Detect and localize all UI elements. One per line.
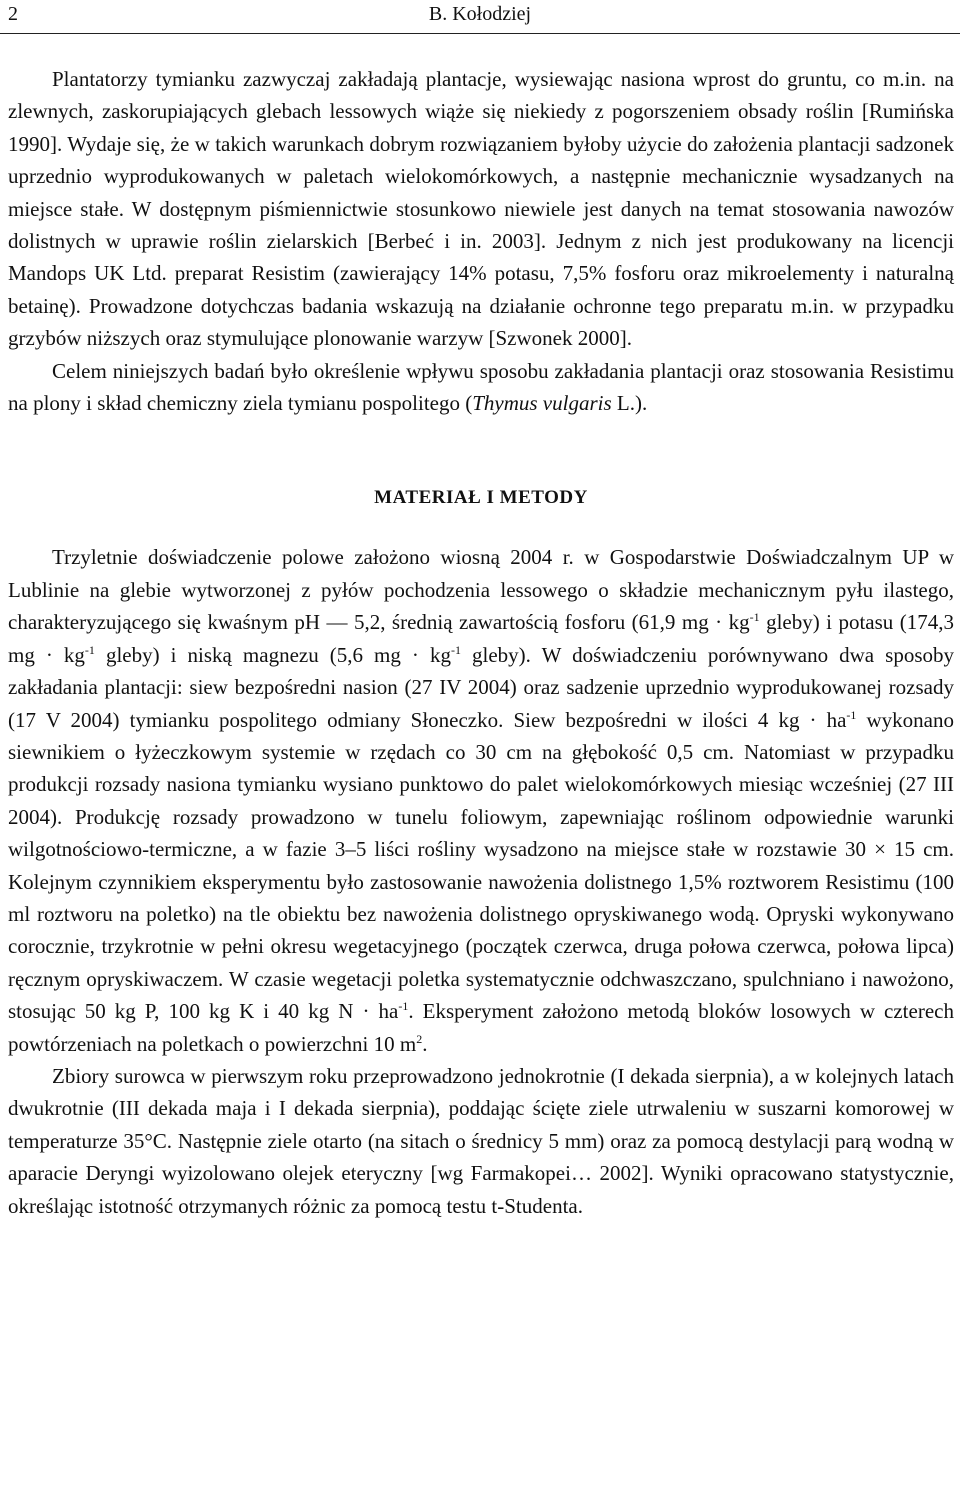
superscript: -1 <box>749 610 760 625</box>
methods-paragraph-2: Zbiory surowca w pierwszym roku przeprowadzono jednokrotnie (I dekada sierpnia), a w kolejnych latach dwukrotnie (III dekada maja i I dekada sierpnia), poddając ścięte ziele utrwaleniu w suszarni komorowej w temperaturze 35°C. Następnie ziele otarto (na sitach o średnicy 5 mm) oraz za pomocą destylacji parą wodną w aparacie Deryngi wyizolowano olejek eteryczny [wg Farmakopei… 2002]. Wyniki opracowano statystycznie, określając istotność otrzymanych różnic za pomocą testu t-Studenta. <box>8 1063 954 1218</box>
methods-text: . Eksperyment założono metodą bloków losowych w czterech powtórzeniach na poletkach o powierzchni 10 m <box>8 999 954 1056</box>
methods-paragraph-1 <box>8 541 954 1060</box>
methods-text: Trzyletnie doświadczenie polowe założono wiosną 2004 r. w Gospodarstwie Doświadczalnym UP w Lublinie na glebie wytworzonej z pyłów pochodzenia lessowego o składzie mechanicznym pyłu ilastego, charakteryzującego się kwaśnym pH — 5,2, średnią zawartością fosforu (61,9 mg · kg <box>8 545 954 635</box>
page-header <box>0 0 960 34</box>
methods-text: gleby) i potasu (174,3 mg · kg <box>8 610 954 667</box>
superscript: -1 <box>846 707 857 722</box>
running-head: B. Kołodziej <box>428 3 532 25</box>
article-body <box>8 63 954 1222</box>
intro-paragraph-2-tail: L.). <box>611 391 648 416</box>
intro-paragraph-1: Plantatorzy tymianku zazwyczaj zakładają plantacje, wysiewając nasiona wprost do gruntu, co m.in. na zlewnych, zaskorupiających glebach lessowych wiąże się niekiedy z pogorszeniem obsady roślin [Rumińska 1990]. Wydaje się, że w takich warunkach dobrym rozwiązaniem byłoby użycie do założenia plantacji sadzonek uprzednio wyprodukowanych w paletach wielokomórkowych, a następnie mechanicznie wysadzanych na miejsce stałe. W dostępnym piśmiennictwie stosunkowo niewiele jest danych na temat stosowania nawozów dolistnych w uprawie roślin zielarskich [Berbeć i in. 2003]. Jednym z nich jest produkowany na licencji Mandops UK Ltd. preparat Resistim (zawierający 14% potasu, 7,5% fosforu oraz mikroelementy i naturalną betainę). Prowadzone dotychczas badania wskazują na działanie ochronne tego preparatu m.in. w przypadku grzybów niższych oraz stymulujące plonowanie warzyw [Szwonek 2000]. <box>8 67 954 351</box>
methods-text: wykonano siewnikiem o łyżeczkowym systemie w rzędach co 30 cm na głębokość 0,5 cm. Natomiast w przypadku produkcji rozsady nasiona tymianku wysiano punktowo do palet wielokomórkowych miesiąc wcześniej (27 III 2004). Produkcję rozsady prowadzono w tunelu foliowym, zapewniając roślinom odpowiednie warunki wilgotnościowo-termiczne, a w fazie 3–5 liści rośliny wysadzono na miejsce stałe w rozstawie 30 × 15 cm. Kolejnym czynnikiem eksperymentu było zastosowanie nawożenia dolistnego 1,5% roztworem Resistimu (100 ml roztworu na poletko) na tle obiektu bez nawożenia dolistnego opryskiwanego wodą. Opryski wykonywano corocznie, trzykrotnie w pełni okresu wegetacyjnego (początek czerwca, druga połowa czerwca, połowa lipca) ręcznym opryskiwaczem. W czasie wegetacji poletka systematycznie odchwaszczano, spulchniano i nawożono, stosując 50 kg P, 100 kg K i 40 kg N · ha <box>8 707 954 1024</box>
superscript: -1 <box>450 642 461 657</box>
methods-text: . <box>422 1031 428 1056</box>
methods-text: gleby). W doświadczeniu porównywano dwa sposoby zakładania plantacji: siew bezpośredni nasion (27 IV 2004) oraz sadzenie uprzednio wyprodukowanej rozsady (17 V 2004) tymianku pospolitego odmiany Słoneczko. Siew bezpośredni w ilości 4 kg · ha <box>8 642 954 732</box>
superscript: 2 <box>416 1031 423 1046</box>
species-name: Thymus vulgaris <box>472 391 612 416</box>
intro-paragraph-2 <box>8 355 954 420</box>
page-number: 2 <box>8 3 18 25</box>
superscript: -1 <box>84 642 95 657</box>
intro-paragraph-2-text: Celem niniejszych badań było określenie wpływu sposobu zakładania plantacji oraz stosowania Resistimu na plony i skład chemiczny ziela tymianu pospolitego ( <box>8 358 954 416</box>
section-title: MATERIAŁ I METODY <box>374 487 588 509</box>
methods-text: gleby) i niską magnezu (5,6 mg · kg <box>94 642 451 667</box>
superscript: -1 <box>398 999 409 1014</box>
